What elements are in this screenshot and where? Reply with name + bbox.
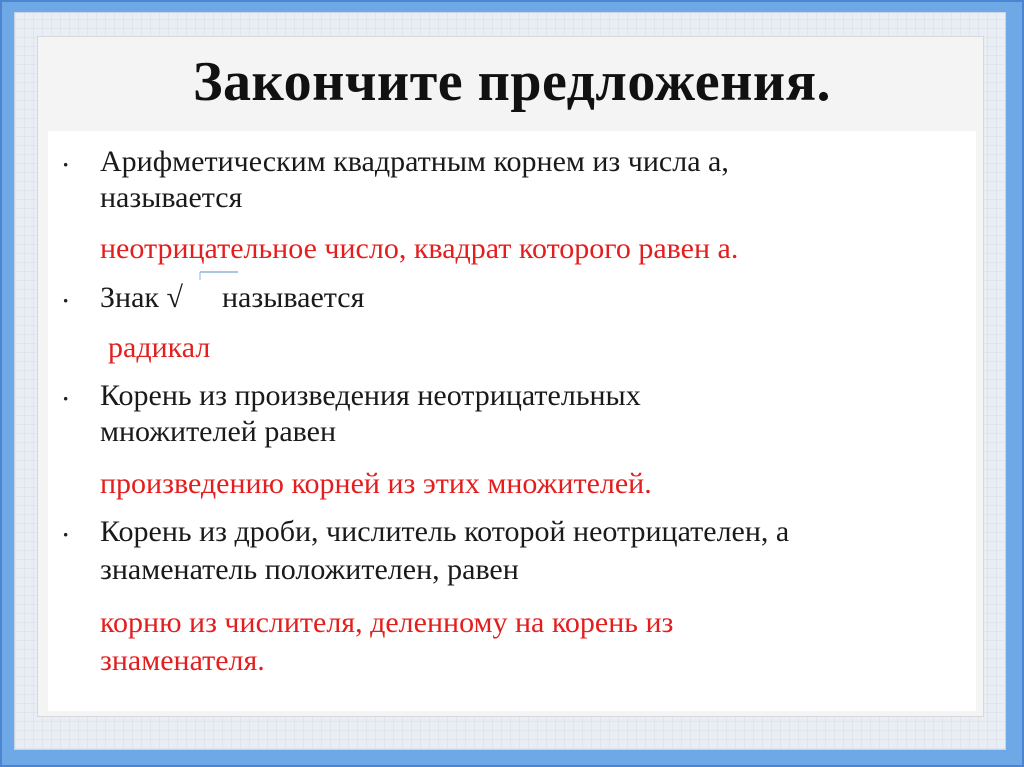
question-4-line-1: Корень из дроби, числитель которой неотрицателен, а	[100, 515, 790, 548]
answer-2: радикал	[108, 331, 211, 364]
answer-4-line-2: знаменателя.	[100, 644, 265, 677]
question-1-line-2: называется	[100, 181, 243, 214]
bullet-marker: ·	[62, 288, 70, 313]
question-2-suffix: называется	[222, 281, 365, 314]
answer-3: произведению корней из этих множителей.	[100, 467, 652, 500]
bullet-marker: ·	[62, 522, 70, 547]
question-3-line-2: множителей равен	[100, 415, 337, 448]
question-3-line-1: Корень из произведения неотрицательных	[100, 379, 641, 412]
answer-4-line-1: корню из числителя, деленному на корень из	[100, 606, 674, 639]
answer-1: неотрицательное число, квадрат которого равен а.	[100, 232, 739, 265]
question-1-line-1: Арифметическим квадратным корнем из числа а,	[100, 145, 729, 178]
slide-title: Закончите предложения.	[193, 51, 831, 113]
question-2-prefix: Знак √	[100, 281, 183, 314]
bullet-marker: ·	[62, 152, 70, 177]
question-4-line-2: знаменатель положителен, равен	[100, 553, 519, 586]
bullet-marker: ·	[62, 386, 70, 411]
